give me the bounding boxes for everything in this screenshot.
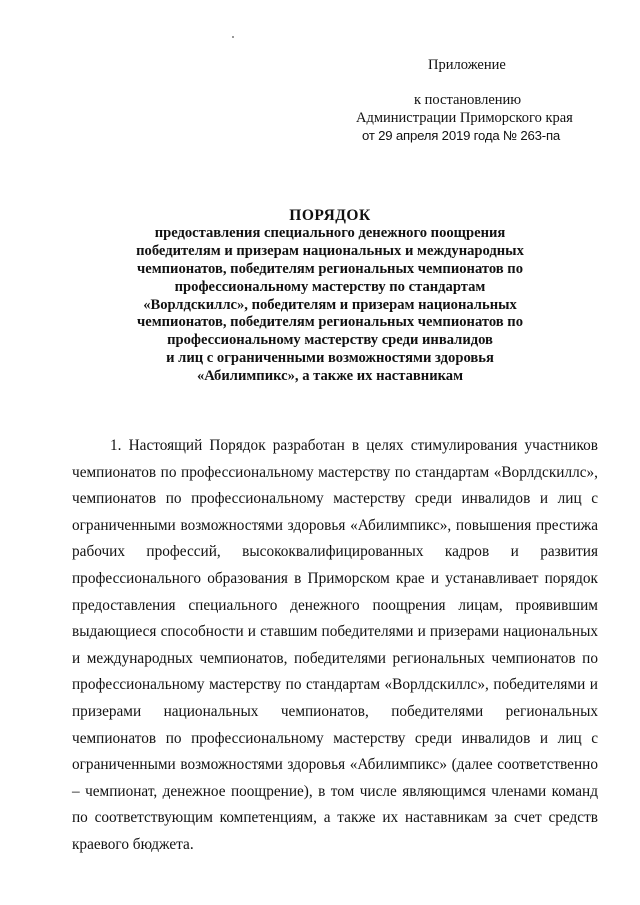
body-paragraph: 1. Настоящий Порядок разработан в целях стимулирования участников чемпионатов по профессиональному мастерству по стандартам «Ворлдскиллс», чемпионатов по профессиональному мастерству среди инвалидов и лиц с ограниченными возможностями здоровья «Абилимпикс», повышения престижа рабочих профессий, высококвалифицированных кадров и развития профессионального образования в Приморском крае и устанавливает порядок предоставления специального денежного поощрения лицам, проявившим выдающиеся способности и ставшим победителями и призерами национальных и международных чемпионатов, победителями региональных чемпионатов по профессиональному мастерству по стандартам «Ворлдскиллс», победителями и призерами национальных чемпионатов, победителями региональных чемпионатов по профессиональному мастерству среди инвалидов и лиц с ограниченными возможностями здоровья «Абилимпикс» (далее соответственно – чемпионат, денежное поощрение), в том числе являющимся членами команд по соответствующим компетенциям, а также их наставникам за счет средств краевого бюджета. [72,437,598,853]
title-line: предоставления специального денежного поощрения [154,224,506,241]
annex-line-3: от 29 апреля 2019 года № 263-па [362,128,561,143]
title-line: и лиц с ограниченными возможностями здоровья [166,350,494,367]
annex-line-2: Администрации Приморского края [356,110,573,126]
title-line: профессиональному мастерству среди инвалидов [167,332,493,349]
title-line: чемпионатов, победителям региональных чемпионатов по [136,314,524,331]
title-line: «Ворлдскиллс», победителям и призерам национальных [143,296,517,313]
document-title-block [90,207,570,386]
document-heading: ПОРЯДОК [289,207,371,224]
scan-speck [232,36,234,38]
title-line: «Абилимпикс», а также их наставникам [196,368,464,385]
title-line: чемпионатов, победителям региональных чемпионатов по [136,260,524,277]
annex-title: Приложение [428,57,506,73]
annex-block [356,56,596,145]
annex-line-1: к постановлению [414,92,522,108]
title-line: профессиональному мастерству по стандартам [174,278,486,295]
title-line: победителям и призерам национальных и международных [136,242,524,259]
